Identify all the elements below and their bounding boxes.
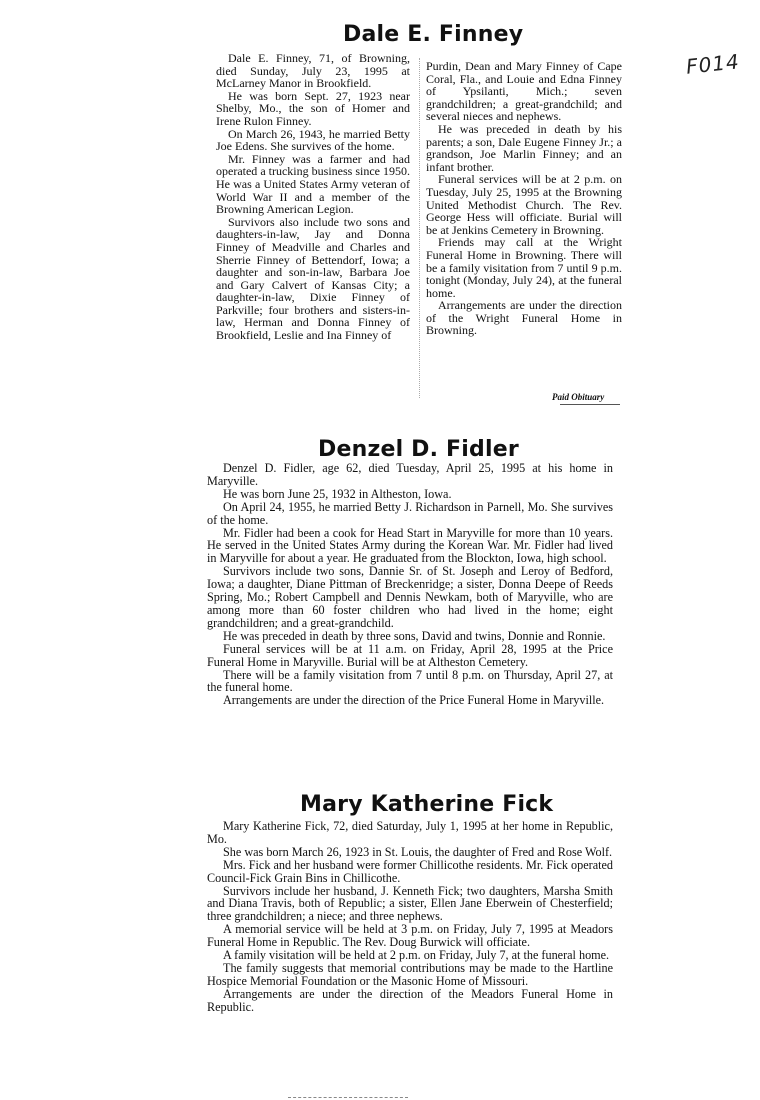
paragraph: Denzel D. Fidler, age 62, died Tuesday, April 25, 1995 at his home in Maryville. [207,461,613,488]
column-divider [419,58,420,398]
paragraph: Arrangements are under the direction of the Wright Funeral Home in Browning. [426,298,622,338]
paragraph: He was preceded in death by three sons, David and twins, Donnie and Ronnie. [223,628,606,643]
obituary-fidler-body [207,462,613,707]
handwritten-code: F014 [684,49,741,79]
paragraph: Survivors include her husband, J. Kenneth Fick; two daughters, Marsha Smith and Diana Travis, both of Republic; a sister, Ellen Jane Eberwein of Chesterfield; three grandchildren; a niece; and three nephews. [207,883,613,924]
paragraph: A family visitation will be held at 2 p.m. on Friday, July 7, at the funeral home. [223,948,610,963]
paragraph: Mrs. Fick and her husband were former Chillicothe residents. Mr. Fick operated Council-Fick Grain Bins in Chillicothe. [207,857,613,885]
section-rule [560,404,620,405]
paragraph: Purdin, Dean and Mary Finney of Cape Coral, Fla., and Louie and Edna Finney of Ypsilanti, Mich.; seven grandchildren; a great-grandchild; and several nieces and nephews. [426,59,622,124]
paragraph: Arrangements are under the direction of the Price Funeral Home in Maryville. [223,693,605,708]
paragraph: Funeral services will be at 2 p.m. on Tuesday, July 25, 1995 at the Browning United Methodist Church. The Rev. George Hess will officiate. Burial will be at Jenkins Cemetery in Browning. [426,172,622,237]
paragraph: Arrangements are under the direction of the Meadors Funeral Home in Republic. [207,986,613,1014]
obituary-finney-column-2 [426,60,622,337]
obituary-title-fidler: Denzel D. Fidler [318,437,519,462]
paragraph: He was preceded in death by his parents; a son, Dale Eugene Finney Jr.; a grandson, Joe Marlin Finney; and an infant brother. [426,121,622,174]
paragraph: He was born Sept. 27, 1923 near Shelby, Mo., the son of Homer and Irene Rulon Finney. [216,88,410,128]
paragraph: Friends may call at the Wright Funeral Home in Browning. There will be a family visitation from 7 until 9 p.m. tonight (Monday, July 24), at the funeral home. [426,235,622,300]
paragraph: Mr. Finney was a farmer and had operated a trucking business since 1950. He was a United States Army veteran of World War II and a member of the Browning American Legion. [216,151,410,217]
paragraph: Survivors also include two sons and daughters-in-law, Jay and Donna Finney of Meadville and Charles and Sherrie Finney of Bettendorf, Iowa; a daughter and son-in-law, Barbara Joe and Gary Calvert of Kansas City; a daughter-in-law, Dixie Finney of Parkville; four brothers and sisters-in-law, Herman and Donna Finney of Brookfield, Leslie and Ina Finney of [216,214,410,343]
obituary-title-fick: Mary Katherine Fick [300,792,554,817]
obituary-fick-body [207,820,613,1014]
paragraph: The family suggests that memorial contributions may be made to the Hartline Hospice Memorial Foundation or the Masonic Home of Missouri. [207,960,613,988]
obituary-finney-column-1 [216,52,410,342]
bottom-rule [288,1097,408,1098]
obituary-title-finney: Dale E. Finney [343,22,524,47]
paragraph: Mary Katherine Fick, 72, died Saturday, July 1, 1995 at her home in Republic, Mo. [207,819,613,846]
paragraph: Survivors include two sons, Dannie Sr. of St. Joseph and Leroy of Bedford, Iowa; a daughter, Diane Pittman of Breckenridge; a sister, Donna Deepe of Reeds Spring, Mo.; Robert Campbell and Dennis Newkam, both of Maryville, who are among more than 60 foster children who had lived in the home; eight grandchildren; and a great-grandchild. [207,564,613,630]
paid-obituary-label: Paid Obituary [552,392,605,402]
paragraph: Funeral services will be at 11 a.m. on Friday, April 28, 1995 at the Price Funeral Home in Maryville. Burial will be at Altheston Cemetery. [207,641,613,669]
paragraph: On April 24, 1955, he married Betty J. Richardson in Parnell, Mo. She survives of the home. [207,499,613,527]
paragraph: He was born June 25, 1932 in Altheston, Iowa. [223,486,452,501]
paragraph: A memorial service will be held at 3 p.m. on Friday, July 7, 1995 at Meadors Funeral Home in Republic. The Rev. Doug Burwick will officiate. [207,922,613,950]
paragraph: Dale E. Finney, 71, of Browning, died Sunday, July 23, 1995 at McLarney Manor in Brookfield. [216,51,410,91]
paragraph: On March 26, 1943, he married Betty Joe Edens. She survives of the home. [216,126,410,154]
paragraph: There will be a family visitation from 7 until 8 p.m. on Thursday, April 27, at the funeral home. [207,667,613,695]
paragraph: Mr. Fidler had been a cook for Head Start in Maryville for more than 10 years. He served in the United States Army during the Korean War. Mr. Fidler had lived in Maryville for about a year. He graduated from the Blockton, Iowa, high school. [207,525,613,566]
paragraph: She was born March 26, 1923 in St. Louis, the daughter of Fred and Rose Wolf. [223,844,613,859]
